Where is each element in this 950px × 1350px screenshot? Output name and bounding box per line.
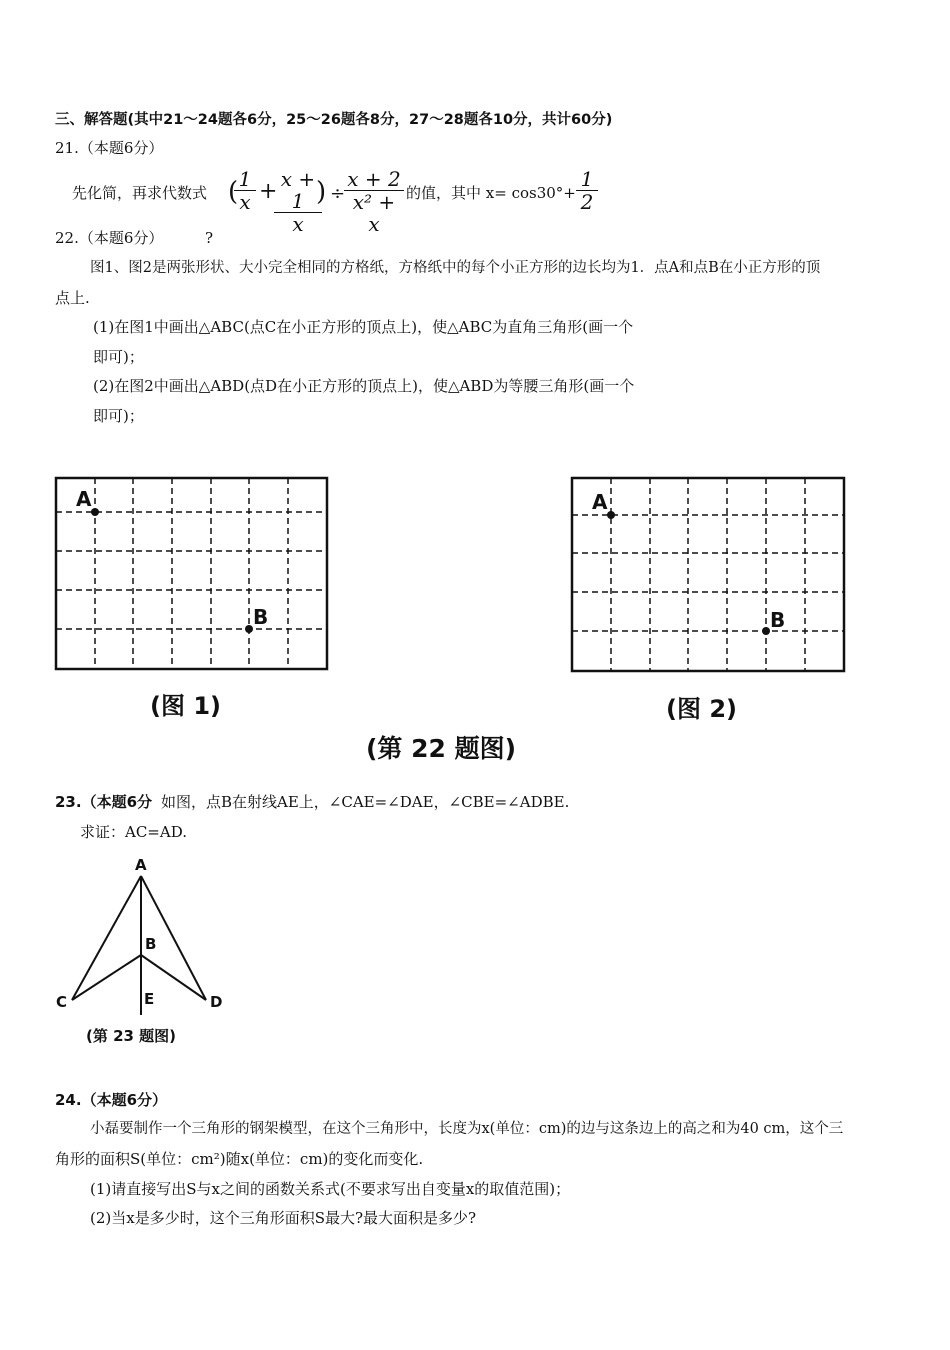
q21-plus: + bbox=[259, 179, 278, 204]
fig2-point-a bbox=[607, 511, 615, 519]
q22-part1-line2: 即可)； bbox=[93, 348, 144, 366]
q21-frac2-num: x + 1 bbox=[274, 168, 322, 213]
q22-part2-line2: 即可)； bbox=[93, 407, 144, 425]
q21-frac1-den: x bbox=[239, 190, 251, 214]
q23-label-d: D bbox=[210, 993, 223, 1011]
q21-close-paren: ) bbox=[316, 177, 327, 207]
fig1-caption: (图 1) bbox=[150, 692, 221, 720]
q22-part2-line1: (2)在图2中画出△ABD(点D在小正方形的顶点上)，使△ABD为等腰三角形(画一个 bbox=[93, 377, 635, 395]
q21-suffix: 的值，其中 x= cos30°+ bbox=[406, 184, 576, 202]
fig2-grid-lines bbox=[572, 478, 844, 671]
fig2-frame bbox=[572, 478, 844, 671]
fig2-label-b: B bbox=[770, 608, 786, 632]
fig1-grid-lines bbox=[56, 478, 327, 669]
q23-label-c: C bbox=[56, 993, 68, 1011]
q23-statement: 如图，点B在射线AE上，∠CAE=∠DAE，∠CBE=∠ADBE. bbox=[161, 793, 570, 811]
q23-caption: (第 23 题图) bbox=[86, 1027, 177, 1045]
q24-line2: 角形的面积S(单位：cm²)随x(单位：cm)的变化而变化. bbox=[55, 1150, 424, 1168]
q23-figure bbox=[72, 876, 206, 1015]
q23-label-e: E bbox=[144, 990, 155, 1008]
q24-number: 24.（本题6分） bbox=[55, 1091, 168, 1109]
fig2-grid bbox=[572, 478, 844, 671]
q24-part1: (1)请直接写出S与x之间的函数关系式(不要求写出自变量x的取值范围)； bbox=[90, 1180, 571, 1198]
q23-prove: 求证：AC=AD. bbox=[80, 823, 187, 841]
q23-label-b: B bbox=[145, 935, 157, 953]
q22-mark: ? bbox=[205, 229, 214, 247]
q23-line-bc bbox=[72, 955, 141, 1000]
fig1-grid bbox=[56, 478, 327, 669]
q21-number: 21.（本题6分） bbox=[55, 139, 164, 157]
section-header: 三、解答题(其中21～24题各6分，25～26题各8分，27～28题各10分，共计60分) bbox=[55, 112, 613, 128]
fig1-frame bbox=[56, 478, 327, 669]
fig1-point-a bbox=[91, 508, 99, 516]
q21-frac1-num: 1 bbox=[234, 168, 256, 191]
fig2-point-b bbox=[762, 627, 770, 635]
q22-number: 22.（本题6分） bbox=[55, 229, 164, 247]
fig1-label-a: A bbox=[76, 487, 92, 511]
q23-label-a: A bbox=[135, 856, 147, 874]
q22-intro-line1: 图1、图2是两张形状、大小完全相同的方格纸，方格纸中的每个小正方形的边长均为1．点A和点B在小正方形的顶 bbox=[90, 260, 821, 276]
fig1-point-b bbox=[245, 625, 253, 633]
q24-part2: (2)当x是多少时，这个三角形面积S最大?最大面积是多少? bbox=[90, 1209, 477, 1227]
fig2-caption: (图 2) bbox=[666, 695, 737, 723]
q22-figure-caption: (第 22 题图) bbox=[366, 734, 517, 763]
fig2-label-a: A bbox=[592, 490, 608, 514]
fig1-label-b: B bbox=[253, 605, 269, 629]
q24-line1: 小磊要制作一个三角形的钢架模型，在这个三角形中，长度为x(单位：cm)的边与这条边上的高之和为40 cm，这个三 bbox=[90, 1121, 844, 1137]
q21-frac4-num: 1 bbox=[576, 168, 598, 191]
q23-line-ac bbox=[72, 876, 141, 1000]
q21-frac4-den: 2 bbox=[580, 190, 594, 214]
q22-intro-line2: 点上. bbox=[55, 289, 90, 307]
q22-part1-line1: (1)在图1中画出△ABC(点C在小正方形的顶点上)，使△ABC为直角三角形(画一个 bbox=[93, 318, 634, 336]
q21-prefix: 先化简，再求代数式 bbox=[72, 184, 208, 202]
q23-number: 23.（本题6分 bbox=[55, 793, 153, 811]
q21-frac2-den: x bbox=[292, 212, 304, 236]
q21-frac3-den: x² + x bbox=[352, 190, 396, 236]
q21-frac3-num: x + 2 bbox=[344, 168, 404, 191]
q21-open-paren: ( bbox=[228, 177, 239, 207]
q21-divide: ÷ bbox=[330, 183, 346, 204]
